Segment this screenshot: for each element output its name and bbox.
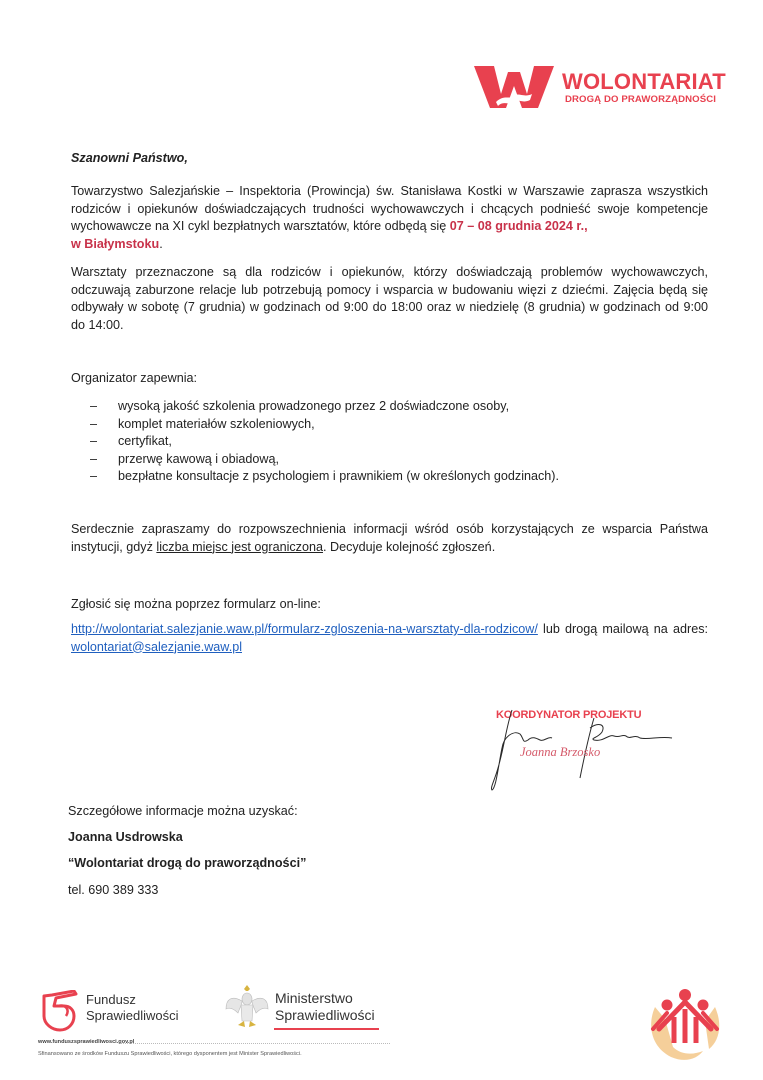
bullet-dash: – — [90, 399, 98, 413]
list-item-text: wysoką jakość szkolenia prowadzonego przez 2 doświadczone osoby, — [118, 399, 510, 413]
organizer-benefits-list — [90, 398, 559, 486]
stamp-name: Joanna Brzosko — [520, 745, 601, 759]
list-item — [90, 416, 559, 434]
stamp-title: KOORDYNATOR PROJEKTU — [496, 709, 642, 721]
share-info-text: Serdecznie zapraszamy do rozpowszechnienia informacji wśród osób korzystających ze wsparcia Państwa instytucji, gdyż — [71, 522, 708, 554]
organizer-label: Organizator zapewnia: — [71, 371, 198, 385]
contact-project: “Wolontariat drogą do praworządności” — [68, 856, 307, 870]
greeting: Szanowni Państwo, — [71, 151, 188, 165]
form-label: Zgłosić się można poprzez formularz on-line: — [71, 597, 321, 611]
invitation-text: Towarzystwo Salezjańskie – Inspektoria (Prowincja) św. Stanisława Kostki w Warszawie zaprasza wszystkich rodziców i opiekunów doświadczających trudności wychowawczych i chcących podnieść swoje kompetencje wychowawcze na XI cykl bezpłatnych warsztatów, które odbędą się — [71, 184, 708, 233]
contact-name: Joanna Usdrowska — [68, 830, 183, 844]
logo-title: WOLONTARIAT — [562, 69, 726, 94]
fundusz-line1: Fundusz — [86, 992, 136, 1007]
limited-places-note: liczba miejsc jest ograniczona — [156, 539, 323, 554]
list-item — [90, 468, 559, 486]
polish-eagle-emblem-icon — [224, 985, 270, 1035]
fundusz-line2: Sprawiedliwości — [86, 1008, 179, 1023]
paragraph-workshop-details: Warsztaty przeznaczone są dla rodziców i opiekunów, którzy doświadczają problemów wychowawczych, odczuwają zaburzone relacje lub potrzebują pomocy i wsparcia w budowaniu więzi z dziećmi. Zajęcia będą się odbywały w sobotę (7 grudnia) w godzinach od 9:00 do 18:00 oraz w niedzielę (8 grudnia) w godzinach od 9:00 do 14:00. — [71, 265, 708, 332]
paragraph-share-info — [71, 521, 708, 556]
invitation-end: . — [159, 236, 163, 251]
wolontariat-w-logo-icon — [474, 64, 554, 110]
ministerstwo-line2: Sprawiedliwości — [275, 1007, 375, 1023]
logo-subtitle: DROGĄ DO PRAWORZĄDNOŚCI — [565, 94, 717, 105]
paragraph-invitation — [71, 183, 708, 253]
funding-note: Sfinansowano ze środków Funduszu Sprawiedliwości, którego dysponentem jest Minister Sprawiedliwości. — [38, 1051, 302, 1057]
list-item-text: przerwę kawową i obiadową, — [118, 451, 280, 466]
list-item-text: bezpłatne konsultacje z psychologiem i prawnikiem (w określonych godzinach). — [118, 469, 559, 483]
list-item — [90, 398, 559, 416]
bullet-dash: – — [90, 434, 98, 448]
ministry-red-bar — [274, 1028, 379, 1030]
bullet-dash: – — [90, 469, 98, 483]
list-item — [90, 451, 559, 469]
bullet-dash: – — [90, 451, 98, 466]
paragraph-registration — [71, 621, 708, 656]
ministerstwo-logo-text — [275, 990, 375, 1024]
contact-label: Szczegółowe informacje można uzyskać: — [68, 804, 298, 818]
fundusz-sprawiedliwosci-logo-icon — [40, 990, 80, 1032]
event-place: w Białymstoku — [71, 236, 160, 251]
registration-form-link[interactable]: http://wolontariat.salezjanie.waw.pl/formularz-zgloszenia-na-warsztaty-dla-rodzicow/ — [71, 622, 538, 636]
list-item-text: certyfikat, — [118, 434, 172, 448]
event-date: 07 – 08 grudnia 2024 r., — [449, 219, 588, 233]
share-info-end: . Decyduje kolejność zgłoszeń. — [322, 539, 496, 554]
footer-divider — [120, 1043, 390, 1044]
bullet-dash: – — [90, 416, 98, 431]
registration-middle-text: lub drogą mailową na adres: — [537, 622, 708, 636]
footer-url: www.funduszsprawiedliwosci.gov.pl — [38, 1039, 135, 1045]
list-item — [90, 433, 559, 451]
list-item-text: komplet materiałów szkoleniowych, — [118, 416, 315, 431]
fundusz-logo-text — [86, 992, 178, 1024]
email-link[interactable]: wolontariat@salezjanie.waw.pl — [71, 639, 242, 654]
contact-phone: tel. 690 389 333 — [68, 883, 159, 897]
ministerstwo-line1: Ministerstwo — [275, 990, 353, 1006]
salesian-family-logo-icon — [645, 985, 725, 1065]
